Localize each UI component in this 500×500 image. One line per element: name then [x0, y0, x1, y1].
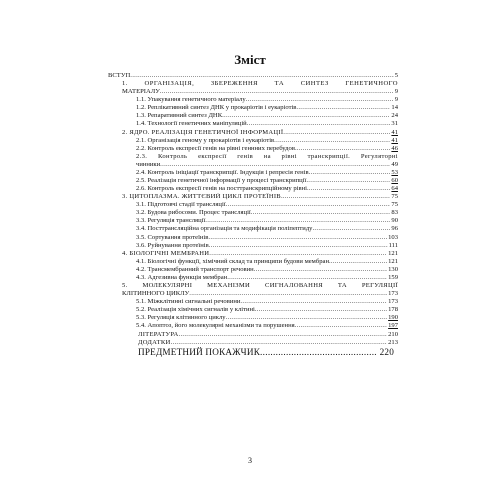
toc-dot-leader: [208, 234, 387, 242]
toc-word: 2.3.: [136, 152, 148, 160]
toc-entry-page: 14: [391, 104, 398, 112]
toc-word: СИГНАЛОВАННЯ: [265, 282, 323, 290]
toc-entry-label: ВСТУП: [108, 72, 131, 79]
toc-word: ТА: [274, 80, 285, 88]
toc-dot-leader: [130, 72, 393, 80]
toc-entry-introduction[interactable]: [108, 72, 398, 80]
toc-dot-leader: [226, 314, 388, 322]
toc-entry-page: 49: [391, 160, 398, 168]
page-title: Зміст: [234, 52, 266, 67]
toc-entry-label: ЛІТЕРАТУРА: [138, 330, 179, 338]
toc-dot-leader: [295, 145, 390, 153]
toc-dot-leader: [205, 217, 390, 225]
toc-dot-leader: [312, 225, 390, 233]
toc-dot-leader: [307, 185, 390, 193]
toc-entry-appendices[interactable]: [108, 339, 398, 347]
toc-dot-leader: [254, 266, 387, 274]
toc-entry-label-line2: чинники: [136, 160, 161, 168]
toc-dot-leader: [209, 242, 388, 250]
toc-entry-1-4[interactable]: [108, 120, 398, 128]
toc-word: ГЕНЕТИЧНОГО: [345, 80, 398, 88]
page-number: 3: [248, 456, 252, 465]
toc-dot-leader: [309, 169, 391, 177]
toc-entry-page: 64: [391, 185, 398, 193]
toc-entry-chapter-5[interactable]: [108, 282, 398, 298]
toc-dot-leader: [260, 347, 376, 358]
toc-entry-4-3[interactable]: [108, 274, 398, 282]
toc-entry-label: ДОДАТКИ: [138, 338, 171, 346]
toc-entry-4-2[interactable]: [108, 266, 398, 274]
toc-entry-5-3[interactable]: [108, 314, 398, 322]
toc-entry-2-6[interactable]: [108, 185, 398, 193]
toc-word: СИНТЕЗ: [300, 80, 329, 88]
toc-entry-label: 3.5. Сортування протеїнів: [136, 233, 209, 241]
toc-entry-page: 75: [391, 193, 398, 201]
toc-entry-page: 41: [391, 136, 398, 144]
toc-entry-page: 178: [388, 306, 398, 314]
toc-entry-label-line1: [122, 282, 398, 290]
toc-entry-label: 5.1. Міжклітинні сигнальні речовини: [136, 298, 241, 306]
toc-dot-leader: [209, 250, 387, 258]
toc-word: Регуляторні: [360, 152, 398, 160]
toc-word: рівні: [281, 152, 297, 160]
toc-entry-page: 103: [388, 233, 398, 241]
toc-entry-page: 9: [394, 88, 398, 96]
toc-word: транскрипції.: [307, 152, 351, 160]
toc-dot-leader: [296, 104, 390, 112]
toc-entry-label: 2.6. Контроль експресії генів на посттранскрипційному рівні: [136, 185, 307, 193]
toc-entry-3-1[interactable]: [108, 201, 398, 209]
toc-dot-leader: [283, 129, 390, 137]
toc-entry-page: 96: [391, 225, 398, 233]
toc-dot-leader: [240, 298, 387, 306]
toc-word: РЕГУЛЯЦІЇ: [361, 282, 398, 290]
toc-dot-leader: [274, 137, 390, 145]
toc-word: 1.: [122, 80, 128, 88]
toc-entry-page: 111: [388, 241, 398, 249]
toc-word: експресії: [198, 152, 227, 160]
toc-entry-label: 1.2. Реплікативний синтез ДНК у прокаріотів і еукаріотів: [136, 104, 297, 112]
toc-entry-page: 83: [391, 209, 398, 217]
toc-word: ОРГАНІЗАЦІЯ,: [144, 80, 195, 88]
toc-entry-label: 5.3. Регуляція клітинного циклу: [136, 314, 226, 322]
toc-entry-page: 130: [388, 265, 398, 273]
toc-entry-page: 90: [391, 217, 398, 225]
toc-entry-label: 1.3. Репаративний синтез ДНК: [136, 112, 223, 120]
toc-entry-5-4[interactable]: [108, 322, 398, 330]
toc-entry-1-1[interactable]: [108, 96, 398, 104]
toc-entry-page: 159: [388, 273, 398, 281]
toc-entry-page: 53: [391, 168, 398, 176]
toc-word: на: [263, 152, 271, 160]
toc-word: МОЛЕКУЛЯРНІ: [142, 282, 193, 290]
toc-entry-label: 4.3. Адгезивна функція мембран: [136, 273, 228, 281]
toc-entry-page: 24: [391, 112, 398, 120]
toc-entry-chapter-1[interactable]: [108, 80, 398, 96]
toc-entry-page: 121: [388, 249, 398, 257]
toc-word: Контроль: [157, 152, 188, 160]
toc-entry-label: 3.3. Регуляція трансляції: [136, 217, 206, 225]
toc-word: генів: [237, 152, 254, 160]
toc-entry-label: 3.4. Посттрансляційна організація та модифікація поліпептиду: [136, 225, 313, 233]
toc-entry-label-line1: [122, 80, 398, 88]
toc-entry-page: 197: [388, 322, 398, 330]
toc-dot-leader: [160, 88, 394, 96]
toc-entry-page: 190: [388, 314, 398, 322]
toc-word: ТА: [337, 282, 347, 290]
toc-dot-leader: [247, 120, 391, 128]
toc-entry-2-5[interactable]: [108, 177, 398, 185]
toc-dot-leader: [160, 161, 390, 169]
toc-entry-5-1[interactable]: [108, 298, 398, 306]
toc-entry-2-3[interactable]: [108, 153, 398, 169]
toc-entry-2-2[interactable]: [108, 145, 398, 153]
toc-entry-page: 210: [388, 330, 398, 338]
toc-entry-page: 75: [391, 201, 398, 209]
toc-entry-label: 1.4. Технології генетичних маніпуляцій: [136, 120, 247, 128]
toc-entry-label-line2: МАТЕРІАЛУ: [122, 88, 160, 96]
toc-entry-subject-index[interactable]: [108, 347, 398, 358]
toc-entry-2-4[interactable]: [108, 169, 398, 177]
toc-entry-label-line1: [136, 153, 398, 161]
toc-entry-3-6[interactable]: [108, 242, 398, 250]
toc-word: ЗБЕРЕЖЕННЯ: [210, 80, 259, 88]
toc-entry-page: 41: [391, 128, 398, 136]
toc-entry-page: 220: [379, 346, 394, 357]
toc-dot-leader: [227, 274, 387, 282]
toc-dot-leader: [295, 322, 387, 330]
toc-dot-leader: [226, 201, 391, 209]
toc-entry-literature[interactable]: [108, 331, 398, 339]
toc-entry-3-5[interactable]: [108, 234, 398, 242]
toc-dot-leader: [329, 258, 387, 266]
toc-entry-label: ПРЕДМЕТНИЙ ПОКАЖЧИК: [138, 346, 261, 357]
table-of-contents: [108, 72, 398, 357]
toc-entry-label: 3.1. Підготовчі стадії трансляції: [136, 201, 226, 209]
toc-entry-3-2[interactable]: [108, 209, 398, 217]
toc-entry-page: 46: [391, 144, 398, 152]
toc-entry-page: 5: [394, 72, 398, 79]
toc-entry-chapter-4[interactable]: [108, 250, 398, 258]
toc-entry-page: 173: [388, 290, 398, 298]
toc-dot-leader: [306, 177, 390, 185]
toc-entry-3-3[interactable]: [108, 217, 398, 225]
toc-dot-leader: [179, 331, 388, 339]
toc-dot-leader: [281, 193, 390, 201]
toc-entry-page: 213: [388, 338, 398, 346]
toc-entry-label: 5.4. Апоптоз, його молекулярні механізми та порушення: [136, 322, 295, 330]
toc-entry-1-3[interactable]: [108, 112, 398, 120]
toc-word: 5.: [122, 282, 128, 290]
toc-entry-label: 4. БІОЛОГІЧНІ МЕМБРАНИ: [122, 249, 210, 257]
toc-dot-leader: [246, 96, 394, 104]
toc-entry-label: 3.2. Будова рибосоми. Процес трансляції: [136, 209, 251, 217]
toc-entry-page: 31: [391, 120, 398, 128]
toc-entry-label: 4.1. Біологічні функції, хімічний склад та принципи будови мембран: [136, 257, 329, 265]
toc-entry-label: 1.1. Упакування генетичного матеріалу: [136, 96, 246, 104]
toc-word: МЕХАНІЗМИ: [207, 282, 251, 290]
toc-dot-leader: [222, 112, 390, 120]
toc-entry-3-4[interactable]: [108, 225, 398, 233]
toc-dot-leader: [255, 306, 387, 314]
toc-entry-page: 173: [388, 298, 398, 306]
toc-entry-chapter-3[interactable]: [108, 193, 398, 201]
toc-dot-leader: [189, 290, 387, 298]
toc-entry-page: 60: [391, 177, 398, 185]
toc-entry-label: 2.4. Контроль ініціації транскрипції. Індукція і репресія генів: [136, 168, 309, 176]
toc-entry-label: 5.2. Реалізація хімічних сигналів у клітині: [136, 306, 255, 314]
toc-entry-4-1[interactable]: [108, 258, 398, 266]
toc-entry-page: 9: [394, 96, 398, 104]
toc-entry-label: 2.2. Контроль експресії генів на рівні геннних перебудов: [136, 144, 295, 152]
toc-entry-label: 2.1. Організація геному у прокаріотів і еукаріотів: [136, 136, 275, 144]
toc-dot-leader: [171, 339, 388, 347]
toc-entry-page: 121: [388, 257, 398, 265]
toc-entry-label: 2.5. Реалізація генетичної інформації у процесі транскрипції: [136, 177, 307, 185]
toc-entry-1-2[interactable]: [108, 104, 398, 112]
toc-dot-leader: [251, 209, 391, 217]
toc-entry-5-2[interactable]: [108, 306, 398, 314]
toc-entry-label: 4.2. Трансмембранний транспорт речовин: [136, 265, 254, 273]
toc-entry-chapter-2[interactable]: [108, 129, 398, 137]
toc-entry-2-1[interactable]: [108, 137, 398, 145]
toc-entry-label-line2: КЛІТИННОГО ЦИКЛУ: [122, 290, 190, 298]
toc-entry-label: 3.6. Руйнування протеїнів: [136, 241, 209, 249]
toc-entry-label: 2. ЯДРО. РЕАЛІЗАЦІЯ ГЕНЕТИЧНОЇ ІНФОРМАЦІЇ: [122, 128, 284, 136]
toc-entry-label: 3. ЦИТОПЛАЗМА. ЖИТТЄВИЙ ЦИКЛ ПРОТЕЇНІВ: [122, 193, 281, 201]
